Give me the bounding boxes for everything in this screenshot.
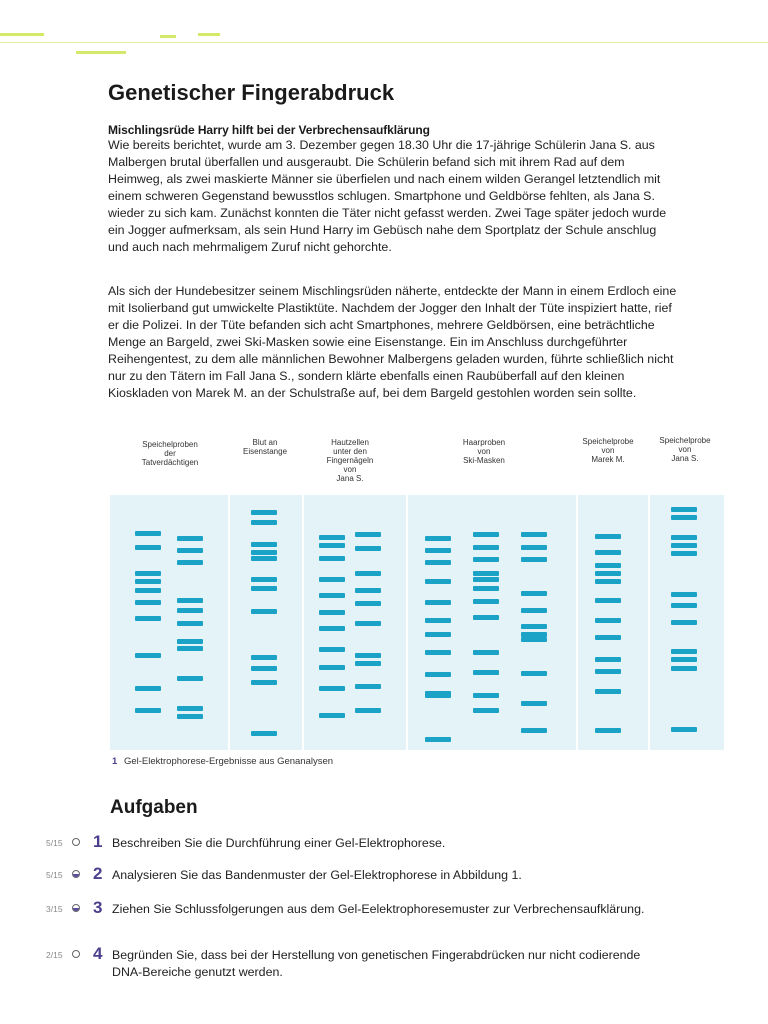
task-number: 3 [93,898,103,917]
gel-band [251,550,277,555]
gel-band [521,557,547,562]
task-score: 2/15 [46,950,63,960]
gel-band [521,728,547,733]
gel-band [521,545,547,550]
page-title: Genetischer Fingerabdruck [108,80,395,105]
gel-band [177,548,203,553]
task-number: 4 [93,944,103,963]
gel-band [135,686,161,691]
article-paragraph: Wie bereits berichtet, wurde am 3. Dezember gegen 18.30 Uhr die 17-jährige Schülerin Jana S. aus Malbergen brutal überfallen und ausgeraubt. Die Schülerin befand sich mit ihrem Rad auf dem Heimweg, als zwei maskierte Männer sie überfielen und nach einem wilden Gerangel letztendlich mit einem schweren Gegenstand bewusstlos schlugen. Smartphone und Geldbörse fehlten, als Jana S. wieder zu sich kam. Zunächst konnten die Täter nicht gefasst werden. Zwei Tage später jedoch wurde ein Jogger aufmerksam, als sein Hund Harry im Gebüsch nahe dem Sportplatz der Schule anschlug und auch nach mehrmaligem Zuruf nicht gehorchte. [108,138,667,254]
gel-band [251,542,277,547]
gel-band [319,713,345,718]
header-accent-stripe [76,51,126,54]
gel-band [473,615,499,620]
gel-band [671,727,697,732]
gel-band [355,588,381,593]
gel-band [135,579,161,584]
gel-band [425,693,451,698]
gel-band [355,621,381,626]
header-accent-stripe [160,35,176,38]
gel-band [473,557,499,562]
tasks-heading: Aufgaben [110,797,198,818]
gel-band [319,556,345,561]
gel-band [473,545,499,550]
gel-divider [648,495,650,750]
lane-label-ski-masks: Haarproben von Ski-Masken [462,438,506,465]
difficulty-circle-icon [72,950,80,958]
article-subtitle: Mischlingsrüde Harry hilft bei der Verbrechensaufklärung [108,123,430,137]
gel-band [319,593,345,598]
gel-band [135,653,161,658]
gel-divider [302,495,304,750]
gel-band [473,693,499,698]
gel-band [319,543,345,548]
gel-band [177,560,203,565]
task-text: Analysieren Sie das Bandenmuster der Gel-Elektrophorese in Abbildung 1. [112,868,522,882]
gel-band [319,577,345,582]
gel-electrophoresis-figure [110,495,724,750]
lane-label-jana: Speichelprobe von Jana S. [659,436,711,463]
gel-band [425,650,451,655]
gel-band [355,684,381,689]
gel-band [177,608,203,613]
gel-band [595,579,621,584]
gel-band [671,603,697,608]
gel-band [135,708,161,713]
gel-band [355,661,381,666]
gel-band [425,632,451,637]
gel-band [177,536,203,541]
figure-caption-number: 1 [112,756,118,767]
task-item-4 [0,944,720,984]
gel-band [671,620,697,625]
gel-band [251,586,277,591]
gel-band [595,550,621,555]
task-text: Begründen Sie, dass bei der Herstellung von genetischen Fingerabdrücken nur nicht codierende DNA-Bereiche genutzt werden. [112,948,641,979]
task-score: 3/15 [46,904,63,914]
gel-band [177,598,203,603]
gel-band [251,680,277,685]
gel-band [595,657,621,662]
gel-band [425,618,451,623]
gel-band [135,571,161,576]
gel-band [177,706,203,711]
gel-band [473,599,499,604]
task-text: Ziehen Sie Schlussfolgerungen aus dem Gel-Eelektrophoresemuster zur Verbrechensaufklärung. [112,902,645,916]
gel-band [473,670,499,675]
gel-band [473,532,499,537]
gel-band [251,556,277,561]
gel-band [521,591,547,596]
task-number: 1 [93,832,103,851]
gel-band [671,657,697,662]
gel-band [595,669,621,674]
gel-band [425,579,451,584]
gel-band [473,577,499,582]
gel-band [251,731,277,736]
header-rule [0,42,768,43]
gel-band [671,649,697,654]
gel-band [425,672,451,677]
gel-band [355,601,381,606]
gel-band [251,609,277,614]
difficulty-half-circle-icon [72,870,80,878]
gel-band [251,520,277,525]
gel-band [671,666,697,671]
gel-band [251,666,277,671]
gel-band [355,571,381,576]
gel-band [355,546,381,551]
difficulty-half-circle-icon [72,904,80,912]
gel-band [319,686,345,691]
gel-band [425,737,451,742]
gel-divider [576,495,578,750]
gel-band [671,535,697,540]
gel-band [251,577,277,582]
gel-band [177,676,203,681]
gel-band [521,671,547,676]
gel-divider [406,495,408,750]
gel-band [595,635,621,640]
gel-band [521,624,547,629]
gel-band [595,598,621,603]
lane-label-fingernails: Hautzellen unter den Fingernägeln von Jana S. [326,438,374,483]
gel-band [135,616,161,621]
gel-band [521,532,547,537]
figure-caption-text: Gel-Elektrophorese-Ergebnisse aus Genanalysen [123,756,334,767]
gel-band [425,548,451,553]
gel-band [595,571,621,576]
gel-band [135,531,161,536]
gel-band [425,560,451,565]
gel-band [177,646,203,651]
gel-band [671,543,697,548]
gel-band [671,515,697,520]
gel-band [521,632,547,637]
gel-band [355,653,381,658]
gel-band [319,647,345,652]
gel-band [595,534,621,539]
lane-label-suspects: Speichelproben der Tatverdächtigen [141,440,199,467]
task-score: 5/15 [46,870,63,880]
gel-band [595,728,621,733]
difficulty-circle-icon [72,838,80,846]
lane-label-marek: Speichelprobe von Marek M. [582,437,634,464]
gel-band [135,588,161,593]
gel-band [319,535,345,540]
lane-label-iron-bar: Blut an Eisenstange [242,438,288,456]
gel-band [473,586,499,591]
task-item-3 [0,898,720,938]
gel-band [425,536,451,541]
task-text: Beschreiben Sie die Durchführung einer Gel-Elektrophorese. [112,836,446,850]
gel-band [671,551,697,556]
gel-band [251,510,277,515]
header-accent-stripe [0,33,44,36]
gel-band [177,714,203,719]
task-score: 5/15 [46,838,63,848]
gel-band [521,701,547,706]
gel-band [177,639,203,644]
gel-band [671,592,697,597]
gel-band [521,637,547,642]
gel-band [135,545,161,550]
gel-band [671,507,697,512]
figure-caption [112,756,333,767]
gel-band [473,571,499,576]
gel-band [355,708,381,713]
article-paragraph: Als sich der Hundebesitzer seinem Mischlingsrüden näherte, entdeckte der Mann in einem Erdloch eine mit Isolierband gut umwickelte Plastiktüte. Nachdem der Jogger den Inhalt der Tüte inspiziert hatte, rief er die Polizei. In der Tüte befanden sich acht Smartphones, mehrere Geldbörsen, eine beträchtliche Menge an Bargeld, zwei Ski-Masken sowie eine Eisenstange. Ein im Anschluss durchgeführter Reihengentest, zu dem alle männlichen Bewohner Malbergens geladen wurden, führte schließlich nicht nur zu den Tätern im Fall Jana S., sondern klärte ebenfalls einen Raubüberfall auf den kleinen Kioskladen von Marek M. an der Schulstraße auf, bei dem Bargeld gestohlen worden sein sollte. [108,284,677,400]
gel-band [319,626,345,631]
header-accent-stripe [198,33,220,36]
gel-band [473,650,499,655]
gel-band [425,600,451,605]
gel-band [595,618,621,623]
gel-band [319,665,345,670]
gel-band [177,621,203,626]
gel-divider [228,495,230,750]
gel-band [521,608,547,613]
gel-band [355,532,381,537]
gel-band [251,655,277,660]
gel-band [319,610,345,615]
task-number: 2 [93,864,103,883]
gel-band [595,563,621,568]
gel-band [473,708,499,713]
gel-band [135,600,161,605]
gel-band [595,689,621,694]
